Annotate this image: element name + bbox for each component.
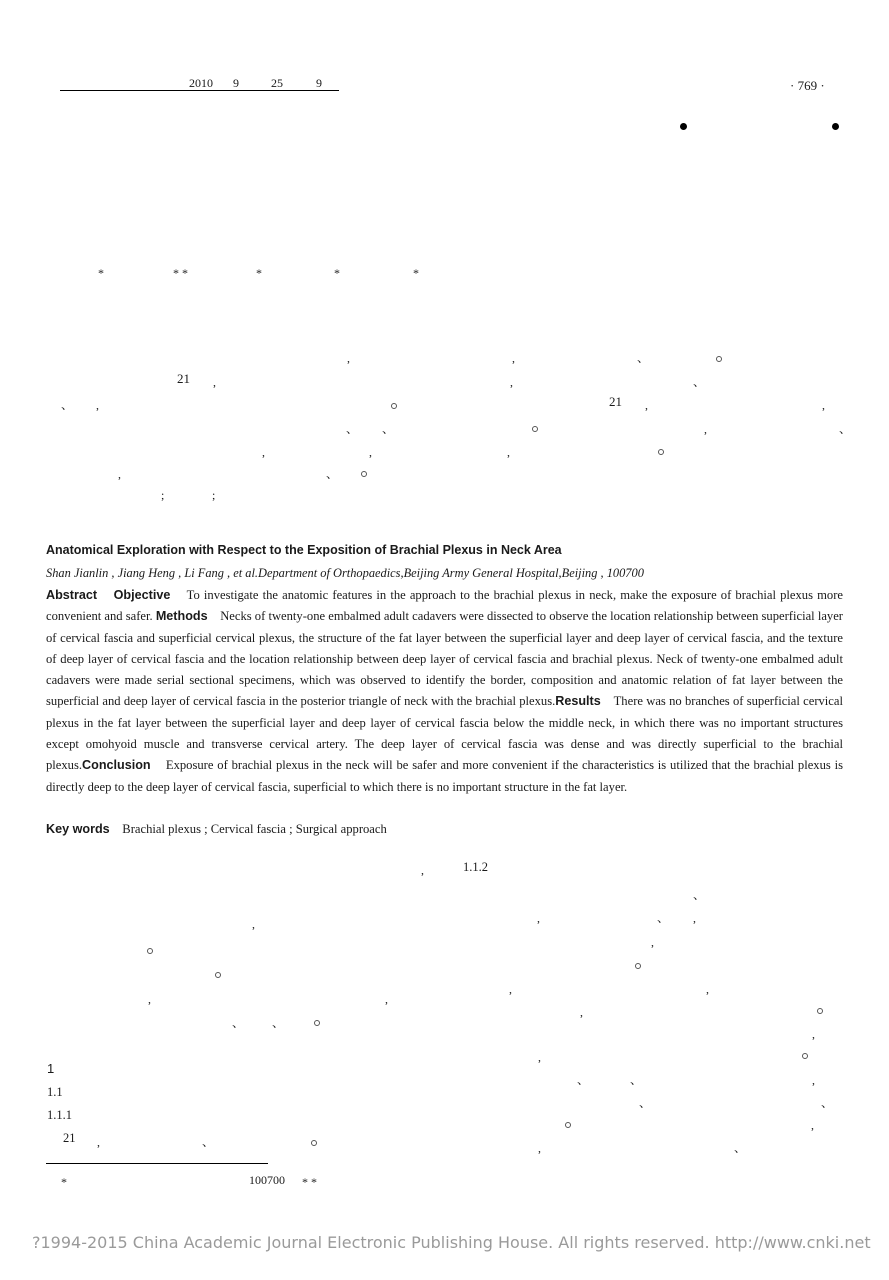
body-punct: , [651,935,654,949]
page-number: · 769 · [790,78,825,93]
english-abstract-body [46,585,843,798]
cn-punct: , [347,351,350,365]
cn-count-21: 21 [177,371,190,386]
body-punct: 、 [734,1141,747,1155]
keywords-label: Key words [46,822,110,836]
body-punct: 、 [639,1096,652,1110]
conclusion-label: Conclusion [82,758,151,773]
header-day: 25 [271,76,283,90]
body-period [565,1122,571,1128]
body-punct: , [252,917,255,931]
body-punct: 、 [693,888,706,902]
body-punct: , [537,911,540,925]
body-punct: , [538,1050,541,1064]
body-period [635,963,641,969]
body-punct: , [693,911,696,925]
methods-text: Necks of twenty-one embalmed adult cadavers were dissected to observe the location relationship between superficial layer of cervical fascia and superficial cervical plexus, the structure of the fat layer between the superficial layer and deep layer of cervical fascia, and the texture of deep layer of cervical fascia and the location relationship between deep layer of cervical fascia and brachial plexus. Neck of twenty-one embalmed adult cadavers were made serial sectional specimens, which was observed to identify the border, composition and anatomic relation of fat layer between the superficial and deep layer of cervical fascia in the posterior triangle of neck with the brachial plexus. [46,609,843,709]
cn-punct: 、 [61,398,74,412]
cn-keyword-sep: ; [212,488,216,502]
cn-punct: , [369,445,372,459]
cn-punct: , [213,375,216,389]
results-label: Results [555,694,601,709]
abstract-label: Abstract [46,588,98,602]
body-count-21: 21 [63,1131,76,1145]
body-punct: 、 [577,1073,590,1087]
author-mark-4: * [334,266,340,280]
keywords-text: Brachial plexus ; Cervical fascia ; Surgical approach [122,822,387,836]
cn-punct: , [512,351,515,365]
cn-punct: 、 [346,422,359,436]
body-punct: , [97,1135,100,1149]
body-punct: , [538,1141,541,1155]
body-period [147,948,153,954]
cn-punct: 、 [637,351,650,365]
body-punct: , [148,992,151,1006]
english-keywords [46,822,387,837]
cn-punct: , [645,398,648,412]
section-1-1-heading: 1.1 [47,1085,63,1099]
english-title: Anatomical Exploration with Respect to the Exposition of Brachial Plexus in Neck Area [46,543,562,557]
body-punct: , [812,1073,815,1087]
author-mark-2: * * [173,266,188,280]
author-mark-1: * [98,266,104,280]
cn-period [391,403,397,409]
cn-punct: , [510,375,513,389]
cn-period [532,426,538,432]
cn-punct: 、 [693,375,706,389]
header-year: 2010 [189,76,213,90]
cn-punct: , [118,467,121,481]
body-punct: , [421,863,424,877]
footnote-double-star: * * [302,1175,317,1189]
results-text: There was no branches of superficial cervical plexus in the fat layer between the superficial layer and deep layer of cervical fascia below the middle neck, in which there was no important structures except omohyoid muscle and transverse cervical artery. The deep layer of cervical fascia was dense and was directly superficial to the brachial plexus. [46,694,843,773]
section-1-1-2-heading: 1.1.2 [463,860,488,874]
header-issue: 9 [316,76,322,90]
body-period [311,1140,317,1146]
cn-punct: , [96,398,99,412]
cn-punct: 、 [326,467,339,481]
cn-period [361,471,367,477]
objective-label: Objective [113,588,171,602]
objective-text: To investigate the anatomic features in the approach to the brachial plexus in neck, make the exposure of brachial plexus more convenient and safer. [46,588,843,624]
title-dot-left [680,123,687,130]
cn-period [658,449,664,455]
body-period [314,1020,320,1026]
body-period [817,1008,823,1014]
body-punct: , [580,1005,583,1019]
section-1-1-1-heading: 1.1.1 [47,1108,72,1122]
body-period [802,1053,808,1059]
body-punct: , [706,982,709,996]
cn-punct: , [822,398,825,412]
body-punct: 、 [272,1016,285,1030]
header-month: 9 [233,76,239,90]
body-punct: 、 [821,1096,834,1110]
footnote-rule [46,1163,268,1164]
body-punct: 、 [657,911,670,925]
body-punct: , [811,1118,814,1132]
footnote-postcode: 100700 [249,1173,285,1187]
body-punct: , [509,982,512,996]
title-dot-right [832,123,839,130]
body-punct: 、 [202,1135,215,1149]
author-mark-3: * [256,266,262,280]
footnote-star: * [61,1175,67,1189]
cn-period [716,356,722,362]
english-authors: Shan Jianlin , Jiang Heng , Li Fang , et al.Department of Orthopaedics,Beijing Army General Hospital,Beijing , 100700 [46,566,644,580]
cn-punct: , [507,445,510,459]
cn-punct: , [262,445,265,459]
conclusion-text: Exposure of brachial plexus in the neck will be safer and more convenient if the characteristics is utilized that the brachial plexus is directly deep to the deep layer of cervical fascia, superficial to which there is no important structure in the fat layer. [46,758,843,794]
methods-label: Methods [155,609,208,624]
cn-punct: 、 [839,422,852,436]
body-punct: 、 [630,1073,643,1087]
author-mark-5: * [413,266,419,280]
cn-keyword-sep: ; [161,488,165,502]
body-punct: , [385,992,388,1006]
body-punct: , [812,1027,815,1041]
cn-punct: , [704,422,707,436]
copyright-footer: ?1994-2015 China Academic Journal Electronic Publishing House. All rights reserved. http://www.cnki.net [32,1233,871,1252]
section-1-heading: 1 [47,1061,55,1076]
body-period [215,972,221,978]
cn-count-21: 21 [609,394,622,409]
cn-punct: 、 [382,422,395,436]
body-punct: 、 [232,1016,245,1030]
